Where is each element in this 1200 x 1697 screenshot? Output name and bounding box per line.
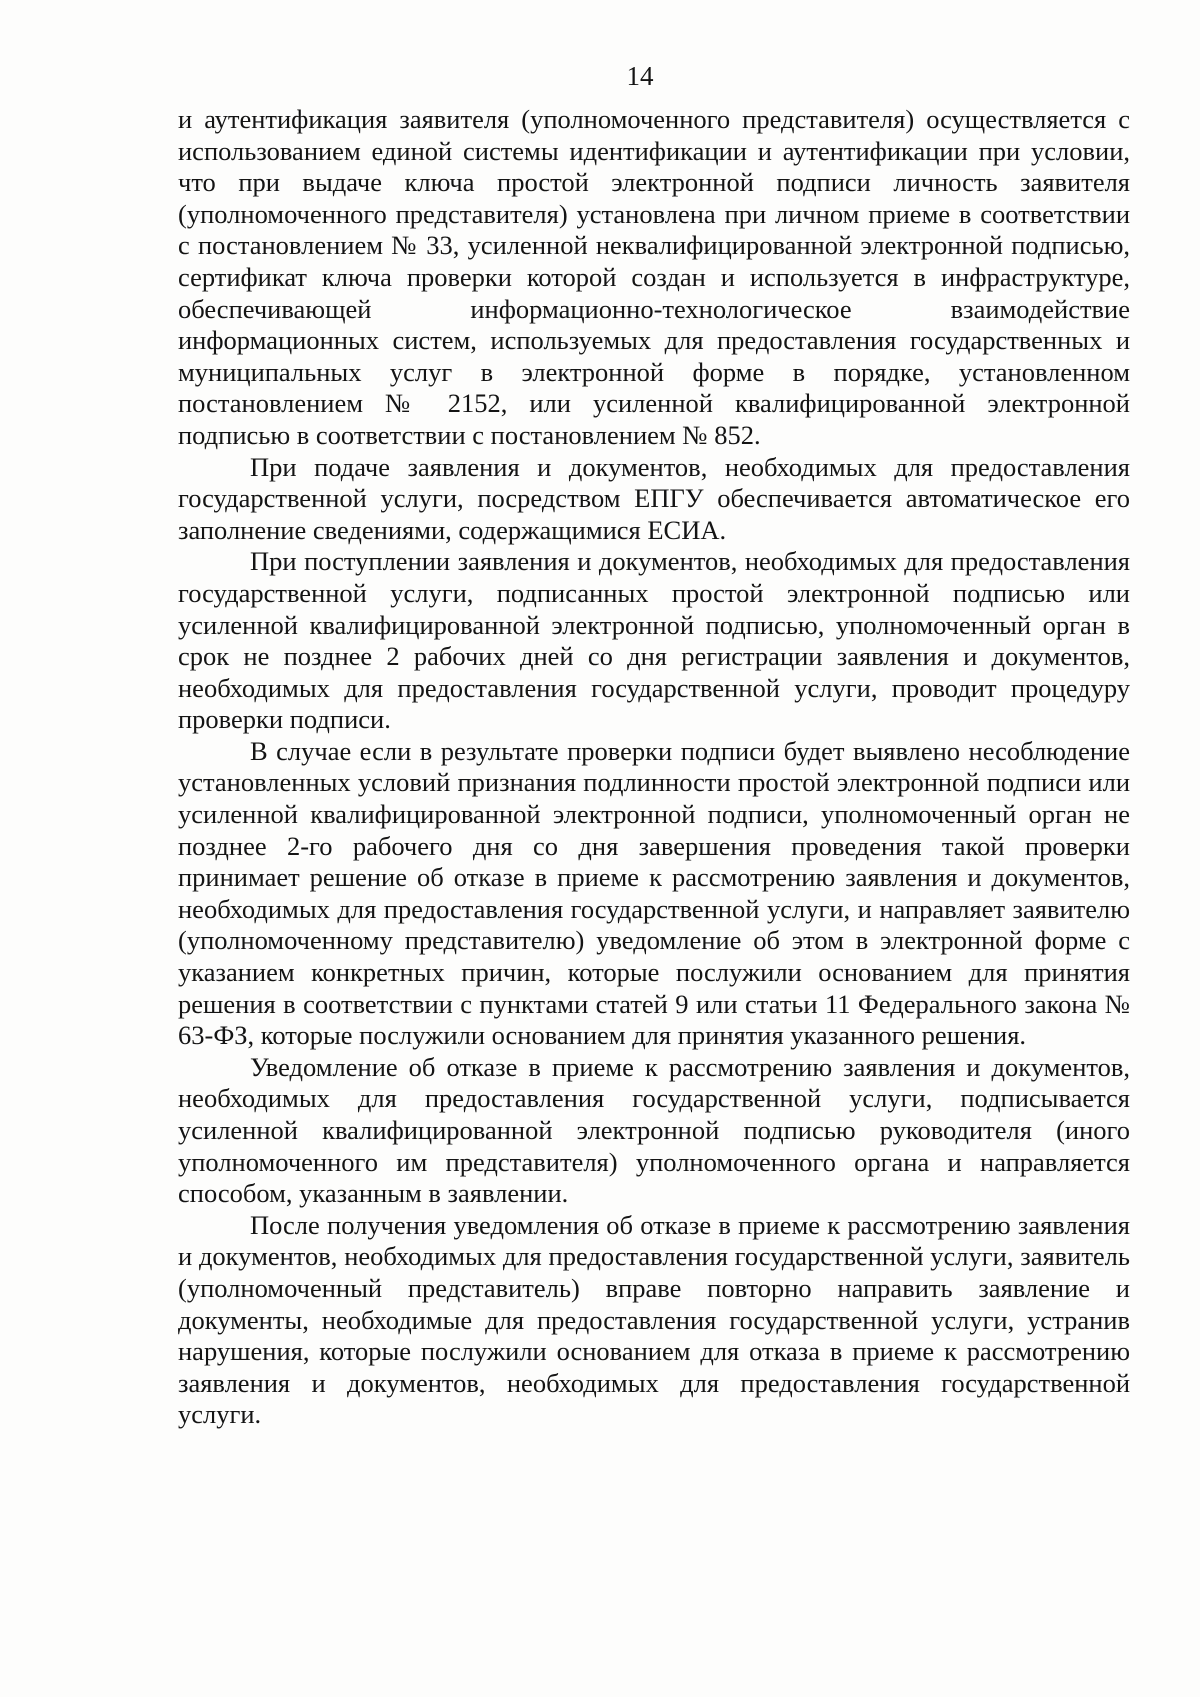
paragraph-signature-check: При поступлении заявления и документов, необходимых для предоставления государственной услуги, подписанных простой электронной подписью или усиленной квалифицированной электронной подписью, уполномоченный орган в срок не позднее 2 рабочих дней со дня регистрации заявления и документов, необходимых для предоставления государственной услуги, проводит процедуру проверки подписи.: [178, 546, 1130, 735]
paragraph-epgu-autofill: При подаче заявления и документов, необходимых для предоставления государственной услуги, посредством ЕПГУ обеспечивается автоматическое его заполнение сведениями, содержащимися ЕСИА.: [178, 451, 1130, 545]
paragraph-refusal-notice: Уведомление об отказе в приеме к рассмотрению заявления и документов, необходимых для предоставления государственной услуги, подписывается усиленной квалифицированной электронной подписью руководителя (иного уполномоченного им представителя) уполномоченного органа и направляется способом, указанным в заявлении.: [178, 1051, 1130, 1209]
page-number: 14: [626, 61, 654, 91]
paragraph-resubmission: После получения уведомления об отказе в приеме к рассмотрению заявления и документов, необходимых для предоставления государственной услуги, заявитель (уполномоченный представитель) вправе повторно направить заявление и документы, необходимые для предоставления государственной услуги, устранив нарушения, которые послужили основанием для отказа в приеме к рассмотрению заявления и документов, необходимых для предоставления государственной услуги.: [178, 1209, 1130, 1430]
paragraph-refusal-decision: В случае если в результате проверки подписи будет выявлено несоблюдение установленных условий признания подлинности простой электронной подписи или усиленной квалифицированной электронной подписи, уполномоченный орган не позднее 2-го рабочего дня со дня завершения проведения такой проверки принимает решение об отказе в приеме к рассмотрению заявления и документов, необходимых для предоставления государственной услуги, и направляет заявителю (уполномоченному представителю) уведомление об этом в электронной форме с указанием конкретных причин, которые послужили основанием для принятия решения в соответствии с пунктами статей 9 или статьи 11 Федерального закона № 63-ФЗ, которые послужили основанием для принятия указанного решения.: [178, 735, 1130, 1051]
document-body: [178, 104, 1130, 1431]
paragraph-authentication: и аутентификация заявителя (уполномоченного представителя) осуществляется с использованием единой системы идентификации и аутентификации при условии, что при выдаче ключа простой электронной подписи личность заявителя (уполномоченного представителя) установлена при личном приеме в соответствии с постановлением № 33, усиленной неквалифицированной электронной подписью, сертификат ключа проверки которой создан и используется в инфраструктуре, обеспечивающей информационно-технологическое взаимодействие информационных систем, используемых для предоставления государственных и муниципальных услуг в электронной форме в порядке, установленном постановлением № 2152, или усиленной квалифицированной электронной подписью в соответствии с постановлением № 852.: [178, 104, 1130, 450]
